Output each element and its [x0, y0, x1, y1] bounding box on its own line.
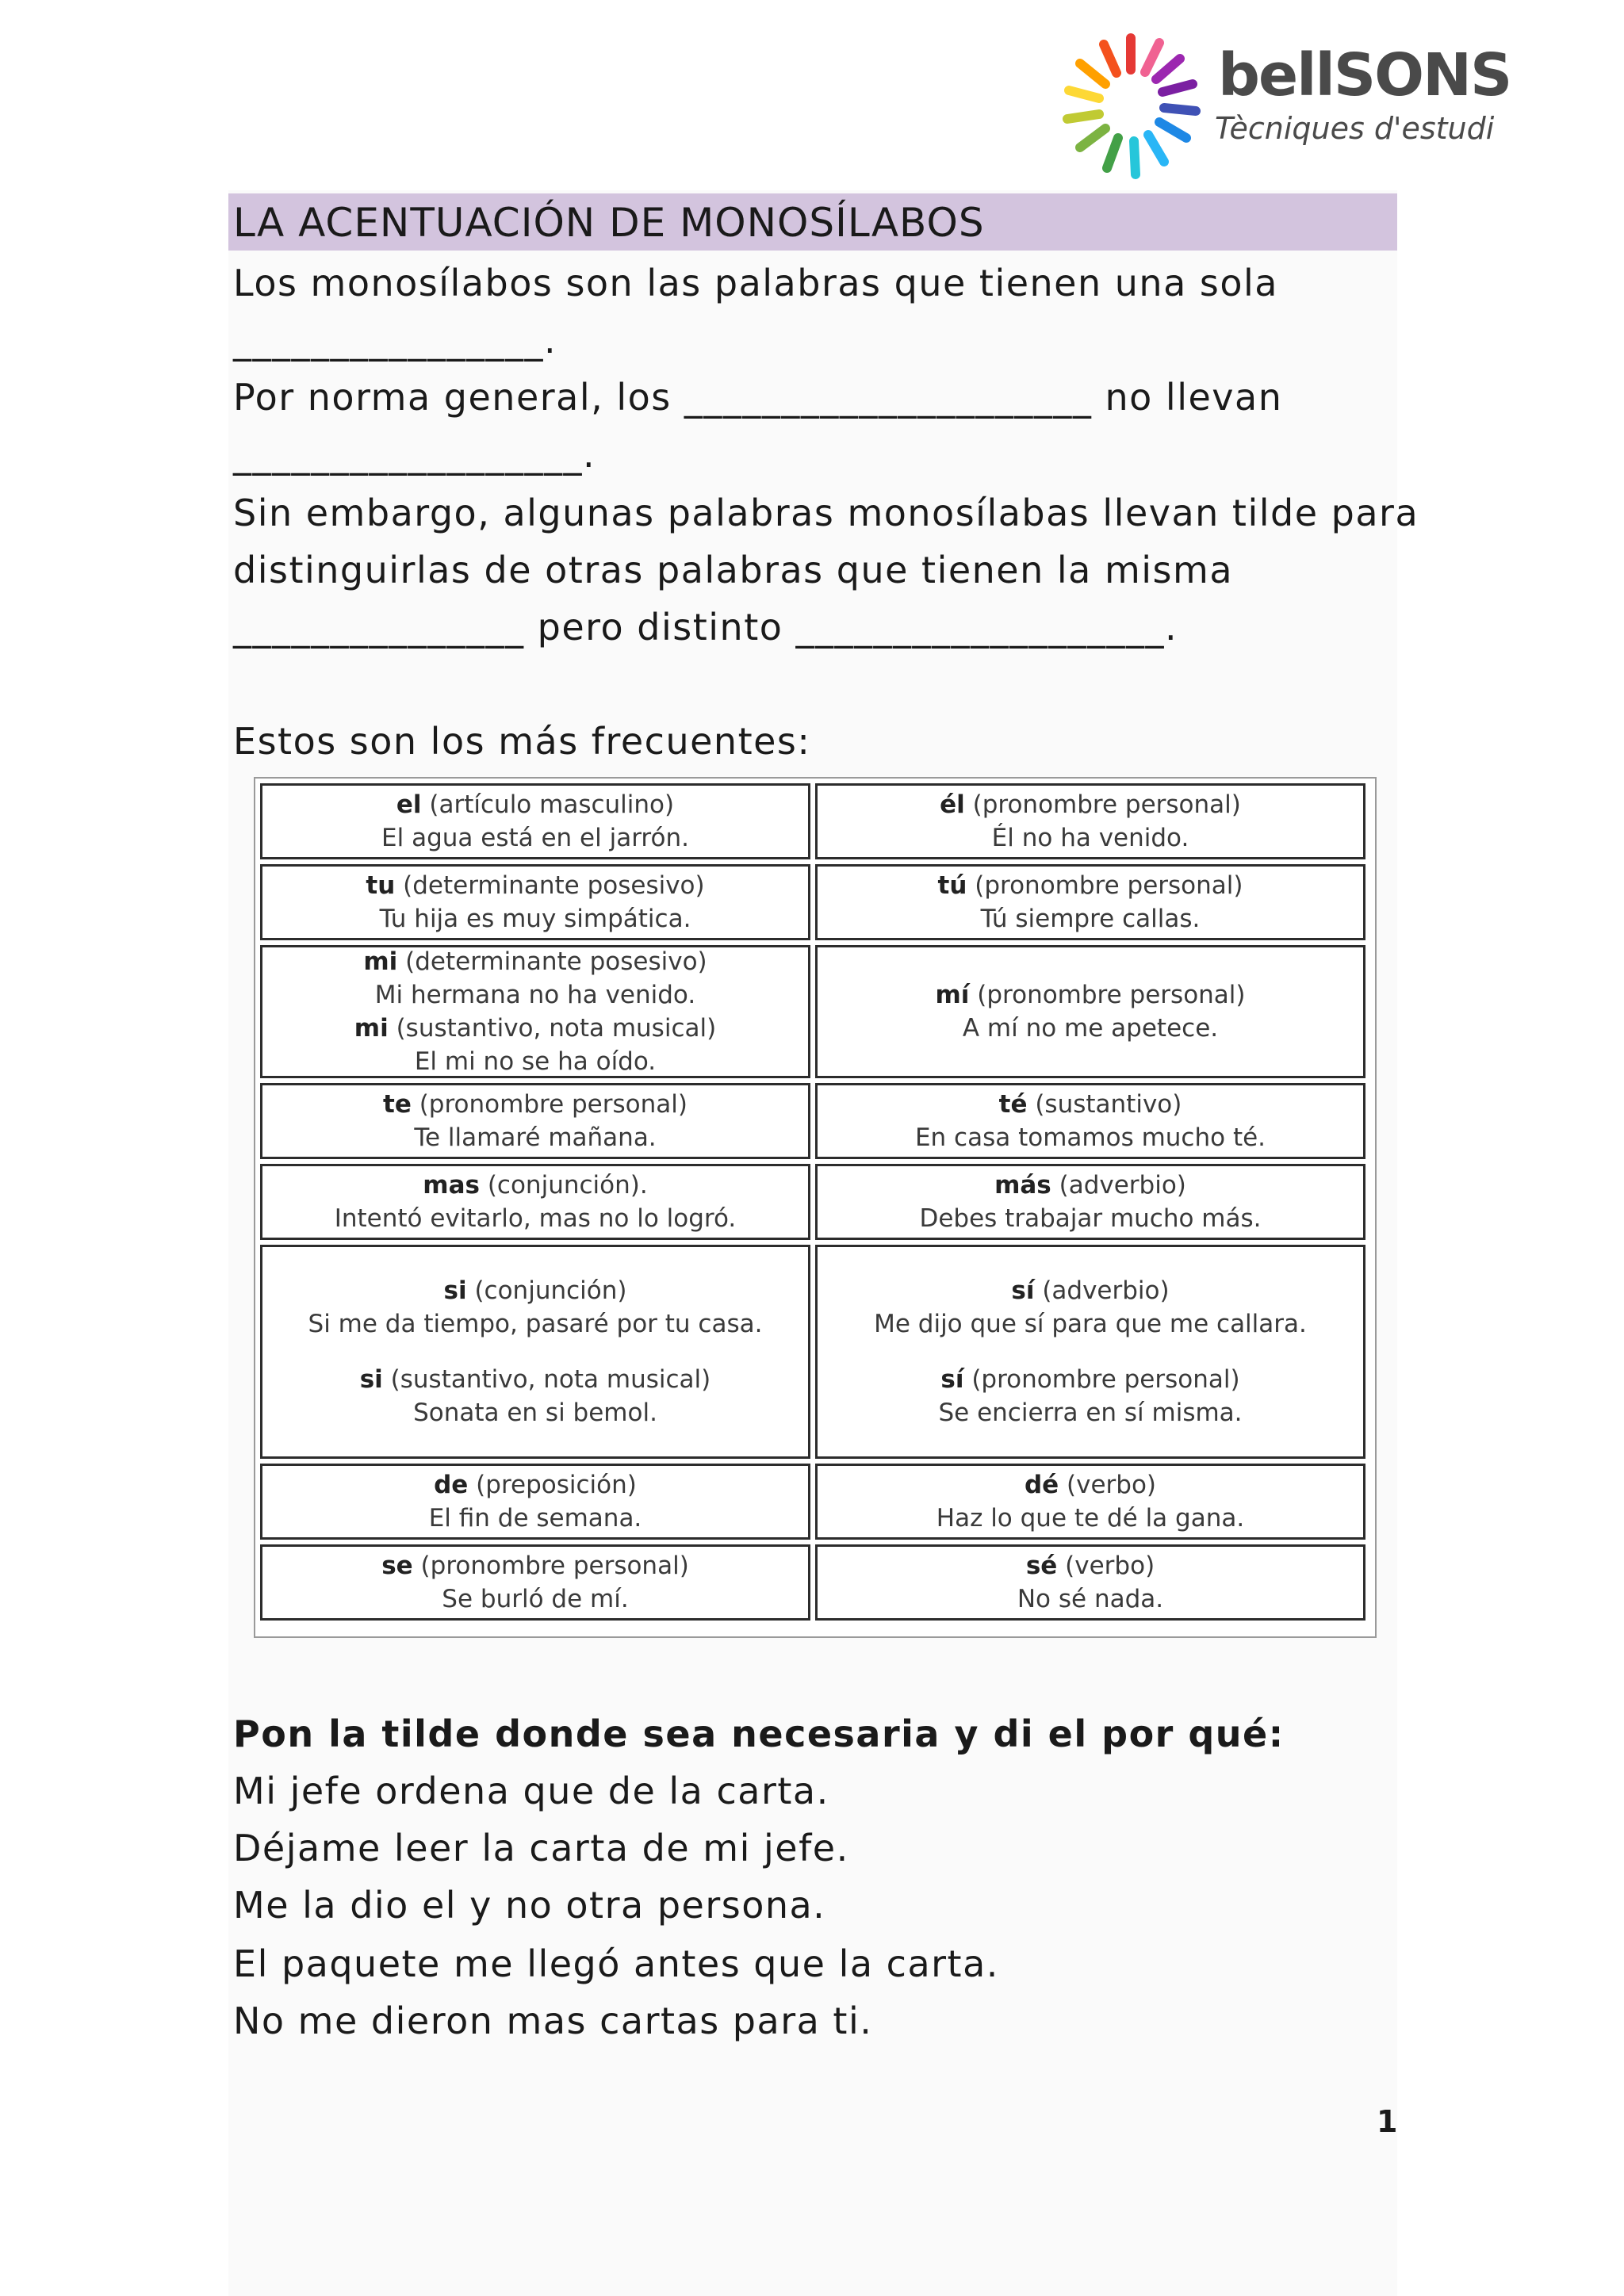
- table-cell-left: [260, 1544, 810, 1621]
- example-sentence: Intentó evitarlo, mas no lo logró.: [334, 1204, 737, 1233]
- example-sentence: El mi no se ha oído.: [414, 1047, 657, 1076]
- table-cell-right: [815, 1083, 1365, 1159]
- exercise-sentence: Me la dio el y no otra persona.: [233, 1884, 826, 1927]
- example-sentence: Sonata en si bemol.: [413, 1399, 657, 1427]
- monosyllable-table: [254, 777, 1377, 1638]
- example-sentence: Él no ha venido.: [991, 824, 1189, 852]
- monosyllable-word: sí: [1011, 1276, 1035, 1305]
- entry-heading: [940, 1363, 1239, 1396]
- entry-heading: [940, 788, 1241, 821]
- intro-line-3: Por norma general, los _____________________ no llevan: [233, 376, 1283, 419]
- word-category: (conjunción).: [479, 1171, 648, 1200]
- page-title: LA ACENTUACIÓN DE MONOSÍLABOS: [233, 200, 985, 246]
- example-sentence: Se encierra en sí misma.: [938, 1399, 1243, 1427]
- table-cell-left: [260, 1464, 810, 1540]
- monosyllable-word: dé: [1024, 1471, 1059, 1499]
- word-category: (adverbio): [1034, 1276, 1170, 1305]
- example-sentence: Me dijo que sí para que me callara.: [874, 1310, 1307, 1338]
- example-sentence: Debes trabajar mucho más.: [919, 1204, 1262, 1233]
- logo-brand-name: bellSONS: [1218, 41, 1511, 109]
- word-category: (sustantivo, nota musical): [388, 1014, 717, 1043]
- entry-heading: [396, 788, 674, 821]
- example-sentence: Si me da tiempo, pasaré por tu casa.: [308, 1310, 763, 1338]
- table-cell-right: [815, 1544, 1365, 1621]
- word-category: (artículo masculino): [421, 790, 675, 819]
- entry-heading: [1011, 1274, 1169, 1307]
- entry-heading: [360, 1363, 711, 1396]
- monosyllable-word: tu: [366, 871, 396, 900]
- table-cell-left: [260, 945, 810, 1078]
- intro-line-7: _______________ pero distinto ___________________.: [233, 606, 1178, 649]
- example-sentence: Haz lo que te dé la gana.: [936, 1504, 1245, 1533]
- example-sentence: Mi hermana no ha venido.: [374, 981, 696, 1009]
- word-category: (sustantivo, nota musical): [382, 1365, 711, 1394]
- table-cell-left: [260, 1083, 810, 1159]
- entry-heading: [363, 945, 707, 978]
- example-sentence: El agua está en el jarrón.: [381, 824, 689, 852]
- monosyllable-word: mí: [935, 981, 970, 1009]
- entry-heading: [354, 1012, 716, 1045]
- monosyllable-word: tú: [937, 871, 967, 900]
- table-cell-left: [260, 864, 810, 940]
- monosyllable-word: mas: [423, 1171, 480, 1200]
- intro-line-5: Sin embargo, algunas palabras monosílabas llevan tilde para: [233, 492, 1419, 534]
- word-category: (determinante posesivo): [395, 871, 705, 900]
- monosyllable-word: el: [396, 790, 422, 819]
- word-category: (determinante posesivo): [397, 947, 707, 976]
- example-sentence: A mí no me apetece.: [962, 1014, 1219, 1043]
- exercise-heading: Pon la tilde donde sea necesaria y di el por qué:: [233, 1712, 1285, 1755]
- word-category: (pronombre personal): [967, 871, 1243, 900]
- entry-heading: [1025, 1468, 1156, 1502]
- example-sentence: No sé nada.: [1017, 1585, 1164, 1613]
- example-sentence: Tú siempre callas.: [980, 905, 1201, 933]
- entry-heading: [366, 869, 704, 902]
- entry-heading: [999, 1088, 1182, 1121]
- entry-heading: [444, 1274, 627, 1307]
- monosyllable-word: te: [383, 1090, 412, 1119]
- table-cell-right: [815, 1464, 1365, 1540]
- table-cell-left: [260, 1164, 810, 1240]
- logo-tagline: Tècniques d'estudi: [1215, 111, 1495, 146]
- monosyllable-word: si: [443, 1276, 467, 1305]
- table-cell-left: [260, 783, 810, 859]
- word-category: (adverbio): [1051, 1171, 1186, 1200]
- word-category: (pronombre personal): [412, 1552, 689, 1580]
- word-category: (verbo): [1059, 1471, 1157, 1499]
- example-sentence: Tu hija es muy simpática.: [379, 905, 691, 933]
- intro-line-4: __________________.: [233, 433, 596, 476]
- table-cell-right: [815, 945, 1365, 1078]
- entry-heading: [1026, 1549, 1155, 1582]
- table-cell-right: [815, 864, 1365, 940]
- entry-heading: [434, 1468, 637, 1502]
- sunburst-logo-icon: [1051, 29, 1210, 187]
- title-bar: [228, 193, 1397, 251]
- monosyllable-word: él: [940, 790, 965, 819]
- monosyllable-word: más: [994, 1171, 1051, 1200]
- intro-line-2: ________________.: [233, 319, 557, 362]
- word-category: (pronombre personal): [963, 1365, 1240, 1394]
- word-category: (conjunción): [466, 1276, 627, 1305]
- page-number: 1: [1377, 2104, 1398, 2139]
- monosyllable-word: sí: [940, 1365, 964, 1394]
- entry-heading: [935, 978, 1245, 1012]
- word-category: (sustantivo): [1027, 1090, 1182, 1119]
- word-category: (preposición): [468, 1471, 637, 1499]
- word-category: (pronombre personal): [411, 1090, 688, 1119]
- word-category: (pronombre personal): [969, 981, 1246, 1009]
- entry-heading: [938, 869, 1243, 902]
- table-cell-right: [815, 1245, 1365, 1459]
- monosyllable-word: té: [998, 1090, 1028, 1119]
- intro-line-1: Los monosílabos son las palabras que tienen una sola: [233, 262, 1278, 304]
- exercise-sentence: Mi jefe ordena que de la carta.: [233, 1770, 829, 1812]
- entry-heading: [381, 1549, 689, 1582]
- table-cell-right: [815, 783, 1365, 859]
- example-sentence: El fin de semana.: [428, 1504, 642, 1533]
- entry-heading: [994, 1169, 1186, 1202]
- table-cell-left: [260, 1245, 810, 1459]
- exercise-sentence: Déjame leer la carta de mi jefe.: [233, 1827, 849, 1869]
- example-sentence: En casa tomamos mucho té.: [914, 1123, 1266, 1152]
- example-sentence: Te llamaré mañana.: [414, 1123, 657, 1152]
- monosyllable-word: de: [434, 1471, 469, 1499]
- entry-heading: [423, 1169, 647, 1202]
- exercise-sentence: El paquete me llegó antes que la carta.: [233, 1942, 999, 1985]
- monosyllable-word: se: [381, 1552, 413, 1580]
- monosyllable-word: mi: [354, 1014, 389, 1043]
- table-cell-right: [815, 1164, 1365, 1240]
- monosyllable-word: si: [359, 1365, 383, 1394]
- word-category: (pronombre personal): [964, 790, 1241, 819]
- example-sentence: Se burló de mí.: [442, 1585, 629, 1613]
- word-category: (verbo): [1057, 1552, 1155, 1580]
- bellsons-logo: [1051, 29, 1511, 187]
- monosyllable-word: sé: [1025, 1552, 1058, 1580]
- intro-line-6: distinguirlas de otras palabras que tienen la misma: [233, 549, 1234, 591]
- exercise-sentence: No me dieron mas cartas para ti.: [233, 1999, 873, 2042]
- entry-heading: [383, 1088, 688, 1121]
- table-intro: Estos son los más frecuentes:: [233, 720, 811, 763]
- monosyllable-word: mi: [363, 947, 398, 976]
